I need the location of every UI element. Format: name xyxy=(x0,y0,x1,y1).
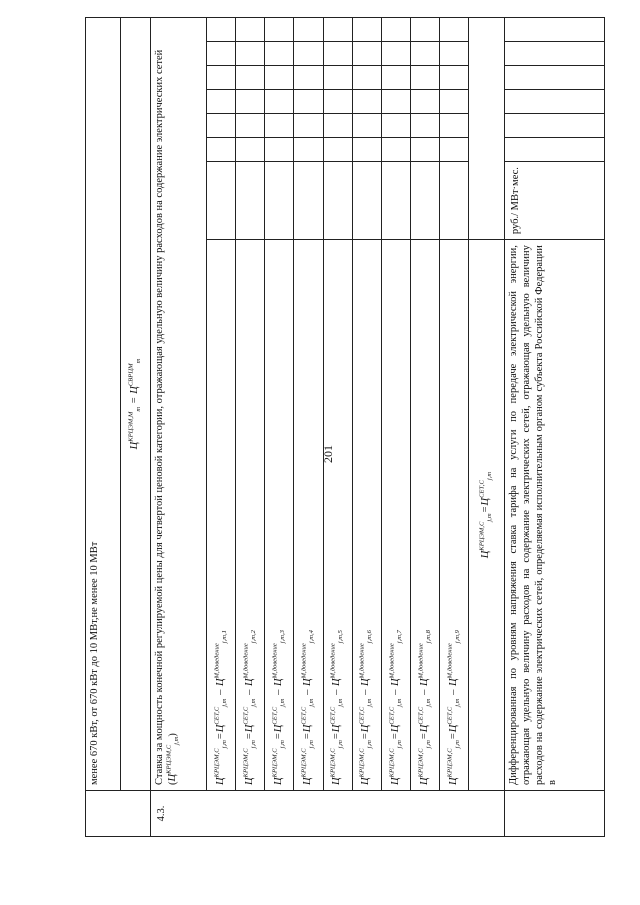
table-row-summary-formula xyxy=(469,18,504,837)
formula-cell xyxy=(352,240,381,791)
formula-cell xyxy=(236,240,265,791)
formula-row xyxy=(294,18,323,837)
formula-9: $Ц^{КРЦЭМ,С}_{j,m}=Ц^{СЕТ,С}_{j,m} - Ц^{М,доведение}_{j,m,9}$ xyxy=(446,630,461,785)
formula-cell xyxy=(206,240,235,791)
formula-cell xyxy=(381,240,410,791)
item-description: Ставка за мощность конечной регулируемой цены для четвертой ценовой категории, отражающая удельную величину расходов на содержание электрических сетей $(Ц^{КРЦЭМ,С}_{j,m})$ xyxy=(150,18,206,791)
formula-cell xyxy=(323,240,352,791)
table-row-differentiated-rate xyxy=(504,18,604,837)
formula-6: $Ц^{КРЦЭМ,С}_{j,m}=Ц^{СЕТ,С}_{j,m} - Ц^{М,доведение}_{j,m,6}$ xyxy=(358,630,374,785)
rotated-table-wrapper xyxy=(85,17,605,837)
formula-cell xyxy=(265,240,294,791)
formula-cell xyxy=(440,240,469,791)
formula-3: $Ц^{КРЦЭМ,С}_{j,m}=Ц^{СЕТ,С}_{j,m} - Ц^{М,доведение}_{j,m,3}$ xyxy=(271,630,286,785)
formula-cell xyxy=(411,240,440,791)
differentiated-rate-description: Дифференцированная по уровням напряжения ставка тарифа на услуги по передаче электрической энергии, отражающая удельную величину расходов на содержание электрических сетей, отражающая удельную величину расходов на содержание электрических сетей, определяемая исполнительным органом субъекта Российской Федерации в xyxy=(504,240,604,791)
table-row-capacity-ranges xyxy=(86,18,121,837)
formula-cell xyxy=(294,240,323,791)
empty-number-cell xyxy=(86,791,151,837)
empty-number-cell xyxy=(504,791,604,837)
formula-row xyxy=(440,18,469,837)
formula-7: $Ц^{КРЦЭМ,С}_{j,m}=Ц^{СЕТ,С}_{j,m} - Ц^{М,доведение}_{j,m,7}$ xyxy=(388,630,403,785)
tariff-table xyxy=(85,17,605,837)
empty-cell xyxy=(469,18,504,240)
table-row-rate-m xyxy=(121,18,150,837)
formula-4: $Ц^{КРЦЭМ,С}_{j,m}=Ц^{СЕТ,С}_{j,m} - Ц^{М,доведение}_{j,m,4}$ xyxy=(300,630,316,785)
formula-row xyxy=(352,18,381,837)
summary-formula: $Ц^{КРЦЭМ,С}_{j,m}=Ц^{СЕТ,С}_{j,m}$ xyxy=(478,471,494,559)
formula-row xyxy=(411,18,440,837)
formula-row xyxy=(265,18,294,837)
formula-2: $Ц^{КРЦЭМ,С}_{j,m}=Ц^{СЕТ,С}_{j,m} - Ц^{М,доведение}_{j,m,2}$ xyxy=(242,630,257,785)
formula-5: $Ц^{КРЦЭМ,С}_{j,m}=Ц^{СЕТ,С}_{j,m} - Ц^{М,доведение}_{j,m,5}$ xyxy=(329,630,345,785)
formula-row xyxy=(236,18,265,837)
rate-m-formula: $Ц^{КРЦЭМ,М}_m = Ц^{СВРЦМ}_m$ xyxy=(127,358,143,450)
formula-8: $Ц^{КРЦЭМ,С}_{j,m}=Ц^{СЕТ,С}_{j,m} - Ц^{М,доведение}_{j,m,8}$ xyxy=(417,630,432,785)
formula-row xyxy=(206,18,235,837)
item-description-symbol: $Ц^{КРЦЭМ,С}_{j,m}$ xyxy=(165,736,181,782)
table-row-item-4-3 xyxy=(150,18,206,837)
page-number: 201 xyxy=(321,445,335,463)
capacity-ranges-text: менее 670 кВт, от 670 кВт до 10 МВт,не менее 10 МВт xyxy=(86,18,121,791)
formula-1: $Ц^{КРЦЭМ,С}_{j,m}=Ц^{СЕТ,С}_{j,m} - Ц^{М,доведение}_{j,m,1}$ xyxy=(213,630,228,785)
formula-row xyxy=(323,18,352,837)
rate-m-formula-cell xyxy=(121,18,150,791)
formula-row xyxy=(381,18,410,837)
unit-cell: руб./ МВт·мес. xyxy=(504,162,604,240)
summary-formula-cell xyxy=(469,240,504,791)
item-number: 4.3. xyxy=(150,791,504,837)
